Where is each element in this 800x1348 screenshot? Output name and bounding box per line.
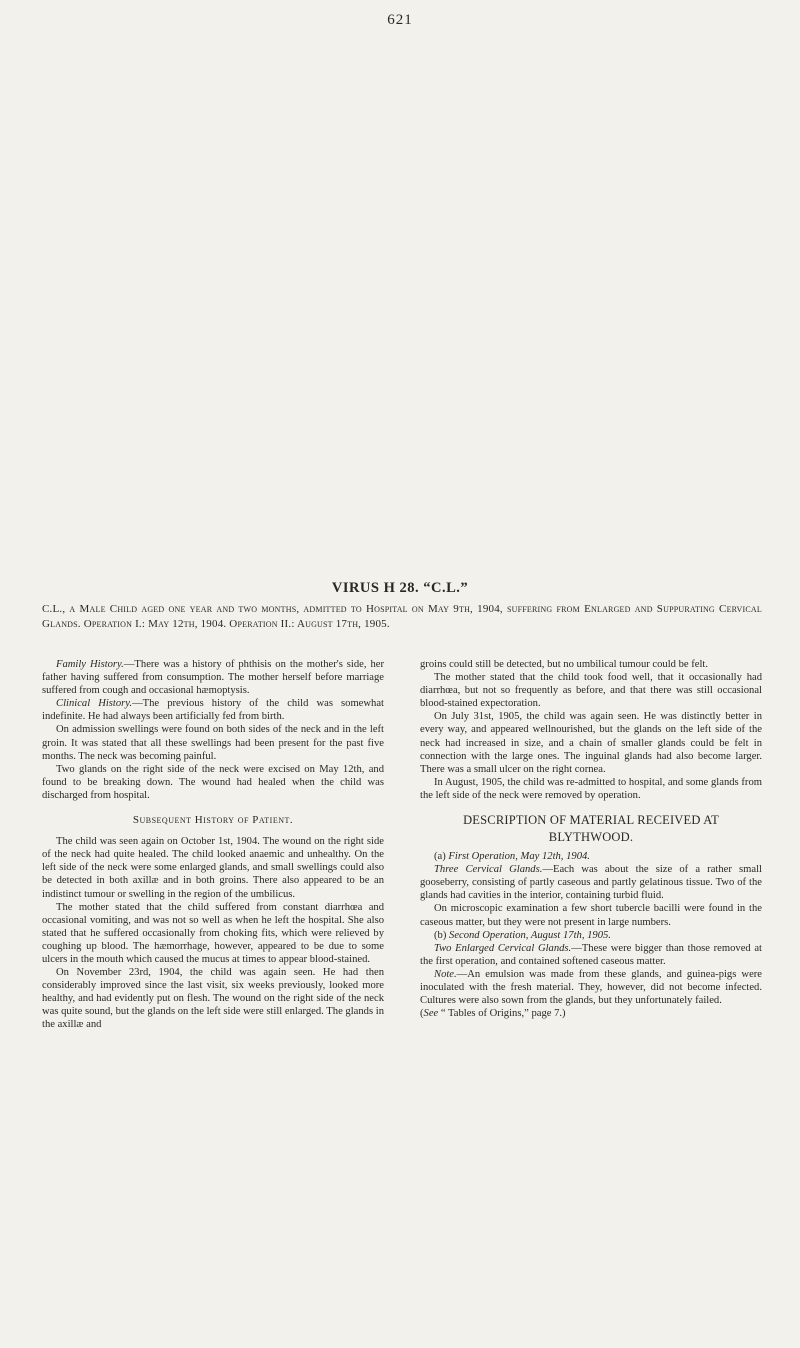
first-operation-paragraph (420, 863, 762, 902)
note-text: —An emulsion was made from these glands, and guinea-pigs were inoculated with the fresh material. They, however, did not become infected. Cultures were also sown from the glands, but they unfortunately failed. (420, 968, 762, 1007)
see-reference (420, 1007, 762, 1020)
two-glands-text: —These were bigger than those removed at the first operation, and contained softened caseous matter. (420, 942, 763, 967)
food-paragraph: The mother stated that the child took food well, that it occasionally had diarrhœa, but not so frequently as before, and that there was still occasional blood-stained expectoration. (420, 672, 762, 710)
family-history-text: —There was a history of phthisis on the mother's side, her father having suffered from consumption. The mother herself before marriage suffered from cough and occasional hæmoptysis. (42, 659, 384, 697)
see-text: “ Tables of Origins,” page 7.) (438, 1008, 566, 1020)
subsequent-history-heading: Subsequent History of Patient. (132, 814, 294, 827)
august-paragraph: In August, 1905, the child was re-admitted to hospital, and some glands from the left side of the neck were removed by operation. (420, 776, 762, 801)
clinical-history-paragraph (42, 697, 384, 723)
right-column (420, 658, 762, 1020)
three-glands-label: Three Cervical Glands. (434, 864, 543, 876)
clinical-history-text: —The previous history of the child was somewhat indefinite. He had always been artificially fed from birth. (42, 698, 384, 723)
admission-paragraph: On admission swellings were found on both sides of the neck and in the left groin. It was stated that all these swellings had been present for the past five months. The neck was becoming painful. (42, 724, 384, 762)
second-operation-prefix: (b) (434, 929, 450, 941)
clinical-history-label: Clinical History. (56, 698, 133, 710)
three-glands-text: —Each was about the size of a rather small gooseberry, consisting of partly caseous and partly gelatinous tissue. Two of the glands had cavities in the interior, containing turbid fluid. (420, 864, 762, 902)
see-label: See (423, 1008, 439, 1020)
description-heading: DESCRIPTION OF MATERIAL RECEIVED AT BLYTHWOOD. (463, 813, 719, 845)
page-number: 621 (387, 12, 413, 28)
second-operation-paragraph (420, 942, 762, 968)
second-operation-title: Second Operation, August 17th, 1905. (449, 929, 611, 941)
family-history-paragraph (42, 658, 384, 697)
note-label: Note. (434, 968, 457, 980)
november-paragraph: On November 23rd, 1904, the child was again seen. He had then considerably improved since the last visit, six weeks previously, looked more healthy, and had evidently put on flesh. The wound on the right side of the neck was quite sound, but the glands on the left side were still enlarged. The glands in the axillæ and (42, 967, 384, 1031)
second-operation-heading (420, 929, 762, 942)
excised-paragraph: Two glands on the right side of the neck were excised on May 12th, and found to be breaking down. The wound had healed when the child was discharged from hospital. (42, 763, 384, 801)
first-operation-title: First Operation, May 12th, 1904. (448, 851, 590, 863)
july-paragraph: On July 31st, 1905, the child was again seen. He was distinctly better in every way, and appeared wellnourished, but the glands on the left side of the neck had increased in size, and a chain of smaller glands could be felt in connection with the large ones. The inguinal glands had also become larger. There was a small ulcer on the right cornea. (420, 711, 762, 775)
family-history-label: Family History. (56, 659, 124, 670)
two-glands-label: Two Enlarged Cervical Glands. (434, 942, 572, 954)
first-operation-prefix: (a) (434, 851, 449, 863)
mother-paragraph: The mother stated that the child suffered from constant diarrhœa and occasional vomiting, and was not so well as when he left the hospital. She also stated that he suffered occasionally from choking fits, which were relieved by coughing up blood. The hæmorrhage, however, appeared to be due to some ulcers in the mouth which caused the mucus at times to appear blood-stained. (42, 901, 384, 965)
october-paragraph: The child was seen again on October 1st, 1904. The wound on the right side of the neck had quite healed. The child looked anaemic and unhealthy. On the left side of the neck were some enlarged glands, and small swellings could also be detected in both axillæ and in both groins. There also appeared to be an indistinct tumour or swelling in the region of the umbilicus. (42, 836, 384, 900)
groins-paragraph: groins could still be detected, but no umbilical tumour could be felt. (420, 659, 709, 670)
note-paragraph (420, 968, 762, 1007)
left-column (42, 658, 384, 1032)
microscopic-paragraph: On microscopic examination a few short tubercle bacilli were found in the caseous matter, but they were not present in large numbers. (420, 903, 762, 928)
case-header: C.L., a Male Child aged one year and two months, admitted to Hospital on May 9th, 1904, suffering from Enlarged and Suppurating Cervical Glands. Operation I.: May 12th, 1904. Operation II.: August 17th, 1905. (42, 603, 762, 630)
see-open-paren: ( (420, 1008, 424, 1020)
virus-title: VIRUS H 28. “C.L.” (331, 580, 469, 596)
first-operation-heading (420, 850, 762, 863)
